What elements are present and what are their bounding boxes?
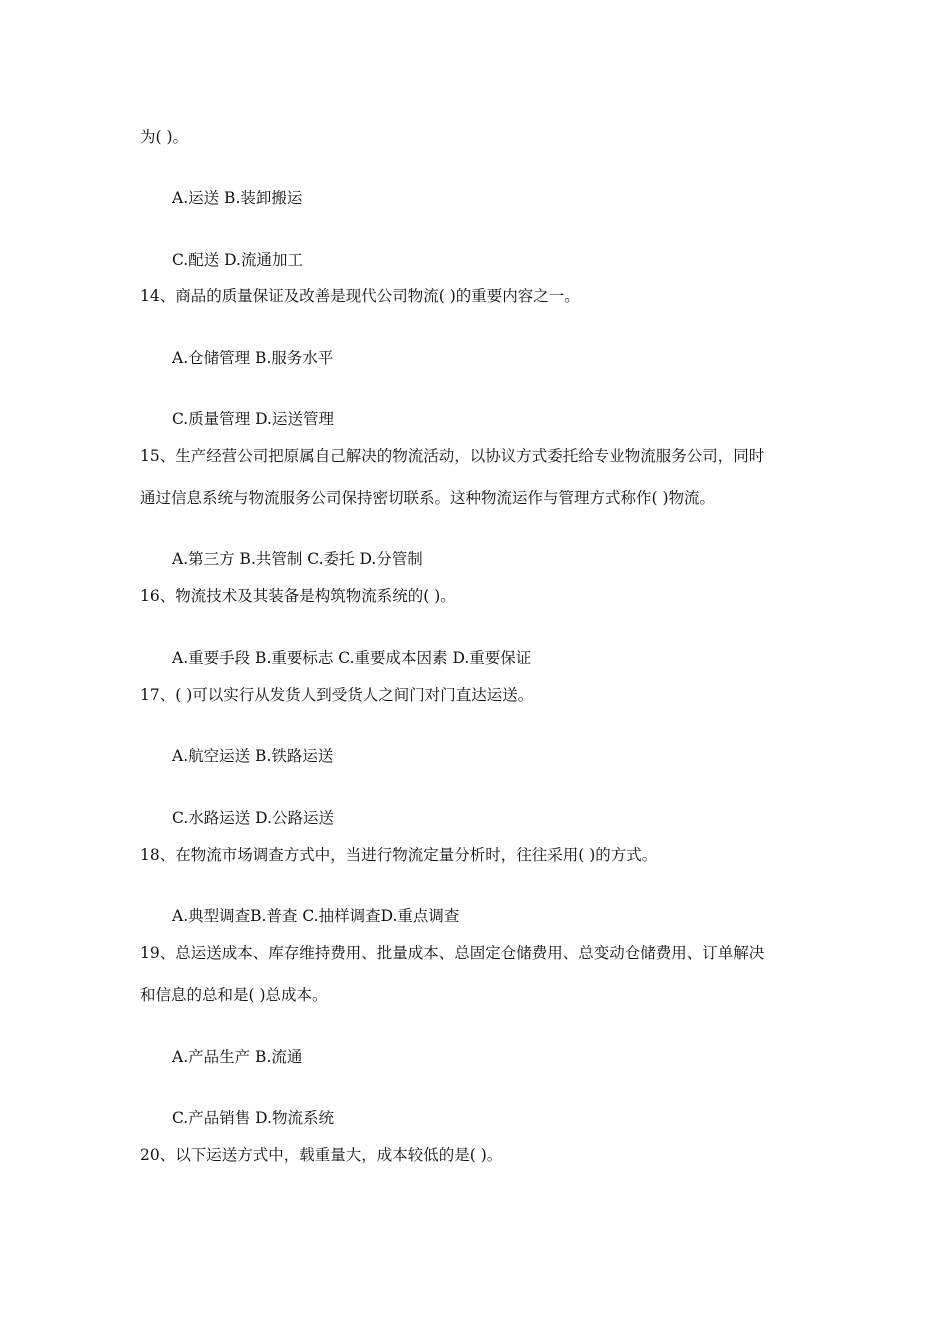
q17-options-cd: C.水路运送 D.公路运送 (172, 809, 334, 827)
q17-options-ab: A.航空运送 B.铁路运送 (172, 747, 334, 765)
q19-stem-line1: 19、总运送成本、库存维持费用、批量成本、总固定仓储费用、总变动仓储费用、订单解决 (140, 944, 765, 962)
q15-options: A.第三方 B.共管制 C.委托 D.分管制 (172, 550, 423, 568)
q15-stem-line2: 通过信息系统与物流服务公司保持密切联系。这种物流运作与管理方式称作( )物流。 (140, 489, 716, 507)
q19-stem-line2: 和信息的总和是( )总成本。 (140, 986, 328, 1004)
q14-options-cd: C.质量管理 D.运送管理 (172, 410, 334, 428)
q13-options-ab: A.运送 B.装卸搬运 (172, 189, 303, 207)
q16-options: A.重要手段 B.重要标志 C.重要成本因素 D.重要保证 (172, 649, 532, 667)
q14-stem: 14、商品的质量保证及改善是现代公司物流( )的重要内容之一。 (140, 287, 580, 305)
q13-options-cd: C.配送 D.流通加工 (172, 251, 303, 269)
q18-stem: 18、在物流市场调查方式中，当进行物流定量分析时，往往采用( )的方式。 (140, 846, 658, 864)
q17-stem: 17、( )可以实行从发货人到受货人之间门对门直达运送。 (140, 686, 534, 704)
q13-stem-end: 为( )。 (140, 128, 189, 146)
q14-options-ab: A.仓储管理 B.服务水平 (172, 349, 334, 367)
q15-stem-line1: 15、生产经营公司把原属自己解决的物流活动，以协议方式委托给专业物流服务公司，同时 (140, 447, 765, 465)
q18-options: A.典型调查B.普查 C.抽样调查D.重点调查 (172, 907, 460, 925)
q20-stem: 20、以下运送方式中，载重量大，成本较低的是( )。 (140, 1146, 503, 1164)
q16-stem: 16、物流技术及其装备是构筑物流系统的( )。 (140, 587, 456, 605)
q19-options-ab: A.产品生产 B.流通 (172, 1048, 303, 1066)
q19-options-cd: C.产品销售 D.物流系统 (172, 1109, 334, 1127)
